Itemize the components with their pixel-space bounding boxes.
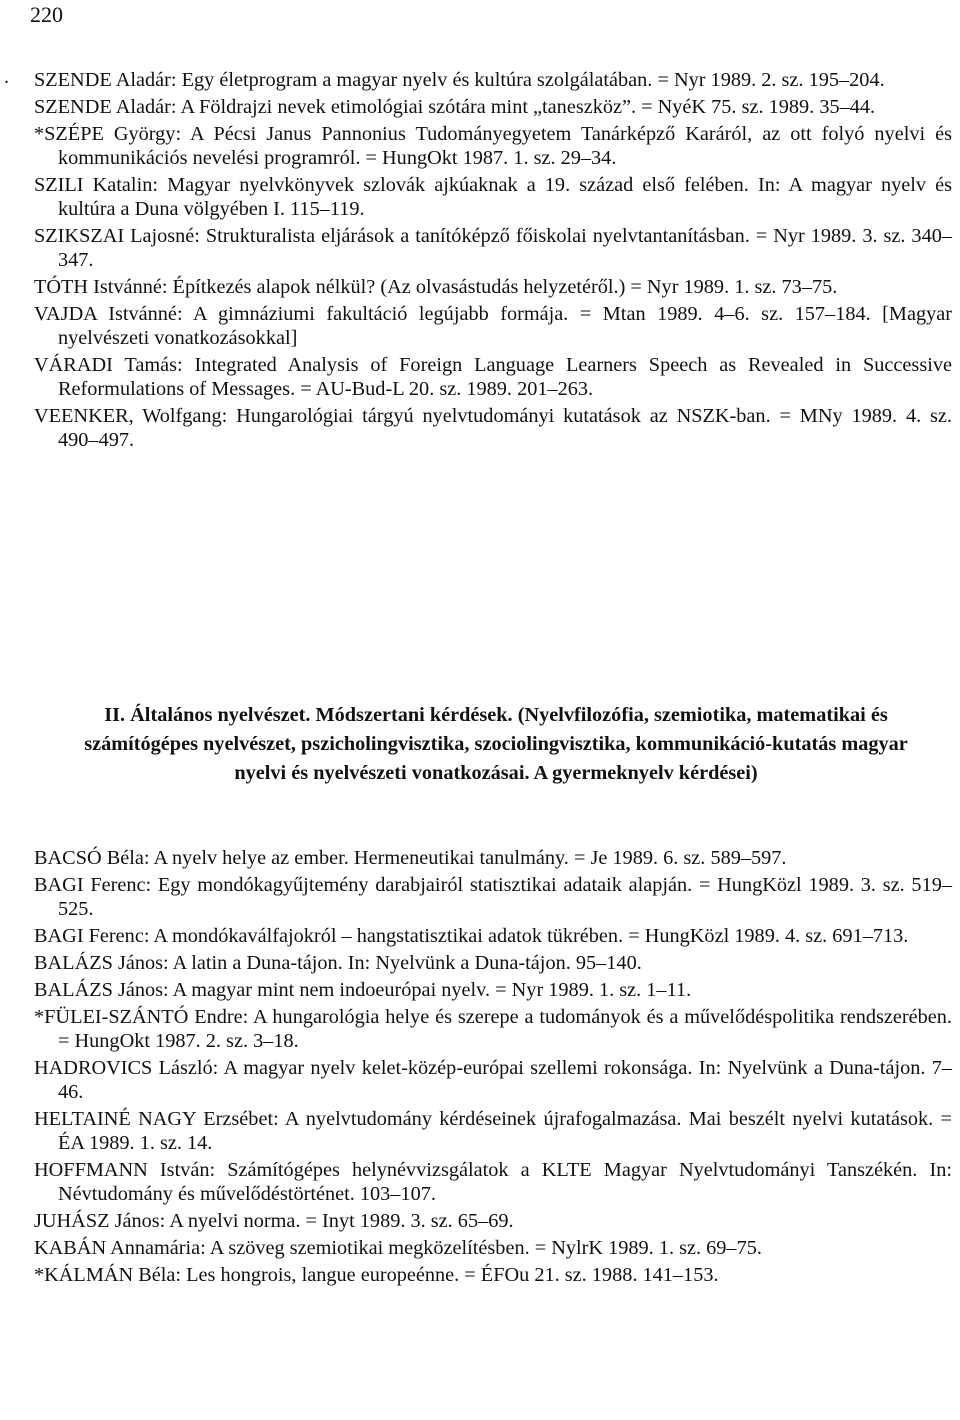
bibliography-entry: TÓTH Istvánné: Építkezés alapok nélkül? (Az olvasástudás helyzetéről.) = Nyr 1989. 1. sz. 73–75. xyxy=(34,276,838,298)
bibliography-entry: JUHÁSZ János: A nyelvi norma. = Inyt 1989. 3. sz. 65–69. xyxy=(34,1210,514,1232)
bibliography-entry: SZENDE Aladár: Egy életprogram a magyar nyelv és kultúra szolgálatában. = Nyr 1989. 2. sz. 195–204. xyxy=(34,69,885,91)
bibliography-list-section-1 xyxy=(34,68,952,455)
bibliography-entry: BAGI Ferenc: Egy mondókagyűjtemény darabjairól statisztikai adataik alapján. = HungKözl 1989. 3. sz. 519–525. xyxy=(34,874,952,920)
bibliography-entry: VEENKER, Wolfgang: Hungarológiai tárgyú nyelvtudományi kutatások az NSZK-ban. = MNy 1989. 4. sz. 490–497. xyxy=(34,405,952,451)
bibliography-entry: SZILI Katalin: Magyar nyelvkönyvek szlovák ajkúaknak a 19. század első felében. In: A magyar nyelv és kultúra a Duna völgyében I. 115–119. xyxy=(34,174,952,220)
bibliography-list-section-2 xyxy=(34,846,952,1290)
bibliography-entry: VAJDA Istvánné: A gimnáziumi fakultáció legújabb formája. = Mtan 1989. 4–6. sz. 157–184. [Magyar nyelvészeti vonatkozásokkal] xyxy=(34,303,952,349)
bibliography-entry: BACSÓ Béla: A nyelv helye az ember. Hermeneutikai tanulmány. = Je 1989. 6. sz. 589–597. xyxy=(34,847,787,869)
bibliography-entry: KABÁN Annamária: A szöveg szemiotikai megközelítésben. = NylrK 1989. 1. sz. 69–75. xyxy=(34,1237,762,1259)
bibliography-entry: SZIKSZAI Lajosné: Strukturalista eljárások a tanítóképző főiskolai nyelvtantanításban. = Nyr 1989. 3. sz. 340–347. xyxy=(34,225,952,271)
bibliography-entry: HADROVICS László: A magyar nyelv kelet-közép-európai szellemi rokonsága. In: Nyelvünk a Duna-tájon. 7–46. xyxy=(34,1057,952,1103)
bibliography-entry: HELTAINÉ NAGY Erzsébet: A nyelvtudomány kérdéseinek újrafogalmazása. Mai beszélt nyelvi kutatások. = ÉA 1989. 1. sz. 14. xyxy=(34,1108,952,1154)
margin-mark: . xyxy=(4,66,9,88)
bibliography-entry: SZENDE Aladár: A Földrajzi nevek etimológiai szótára mint „taneszköz”. = NyéK 75. sz. 1989. 35–44. xyxy=(34,96,876,118)
bibliography-entry: BALÁZS János: A magyar mint nem indoeurópai nyelv. = Nyr 1989. 1. sz. 1–11. xyxy=(34,979,692,1001)
bibliography-entry: *SZÉPE György: A Pécsi Janus Pannonius Tudományegyetem Tanárképző Karáról, az ott folyó nyelvi és kommunikációs nevelési programról. = HungOkt 1987. 1. sz. 29–34. xyxy=(34,123,952,169)
bibliography-entry: *FÜLEI-SZÁNTÓ Endre: A hungarológia helye és szerepe a tudományok és a művelődéspolitika rendszerében. = HungOkt 1987. 2. sz. 3–18. xyxy=(34,1006,952,1052)
page-number: 220 xyxy=(30,2,63,27)
bibliography-entry: BALÁZS János: A latin a Duna-tájon. In: Nyelvünk a Duna-tájon. 95–140. xyxy=(34,952,642,974)
bibliography-entry: HOFFMANN István: Számítógépes helynévvizsgálatok a KLTE Magyar Nyelvtudományi Tanszékén. In: Névtudomány és művelődéstörténet. 103–107. xyxy=(34,1159,952,1205)
bibliography-entry: VÁRADI Tamás: Integrated Analysis of Foreign Language Learners Speech as Revealed in Successive Reformulations of Messages. = AU-Bud-L 20. sz. 1989. 201–263. xyxy=(34,354,952,400)
bibliography-entry: *KÁLMÁN Béla: Les hongrois, langue europeénne. = ÉFOu 21. sz. 1988. 141–153. xyxy=(34,1264,719,1286)
bibliography-entry: BAGI Ferenc: A mondókaválfajokról – hangstatisztikai adatok tükrében. = HungKözl 1989. 4. sz. 691–713. xyxy=(34,925,909,947)
section-heading: II. Általános nyelvészet. Módszertani kérdések. (Nyelvfilozófia, szemiotika, matematikai és számítógépes nyelvészet, pszicholingvisztika, szociolingvisztika, kommunikáció-kutatás magyar nyelvi és nyelvészeti vonatkozásai. A gyermeknyelv kérdései) xyxy=(84,704,908,784)
